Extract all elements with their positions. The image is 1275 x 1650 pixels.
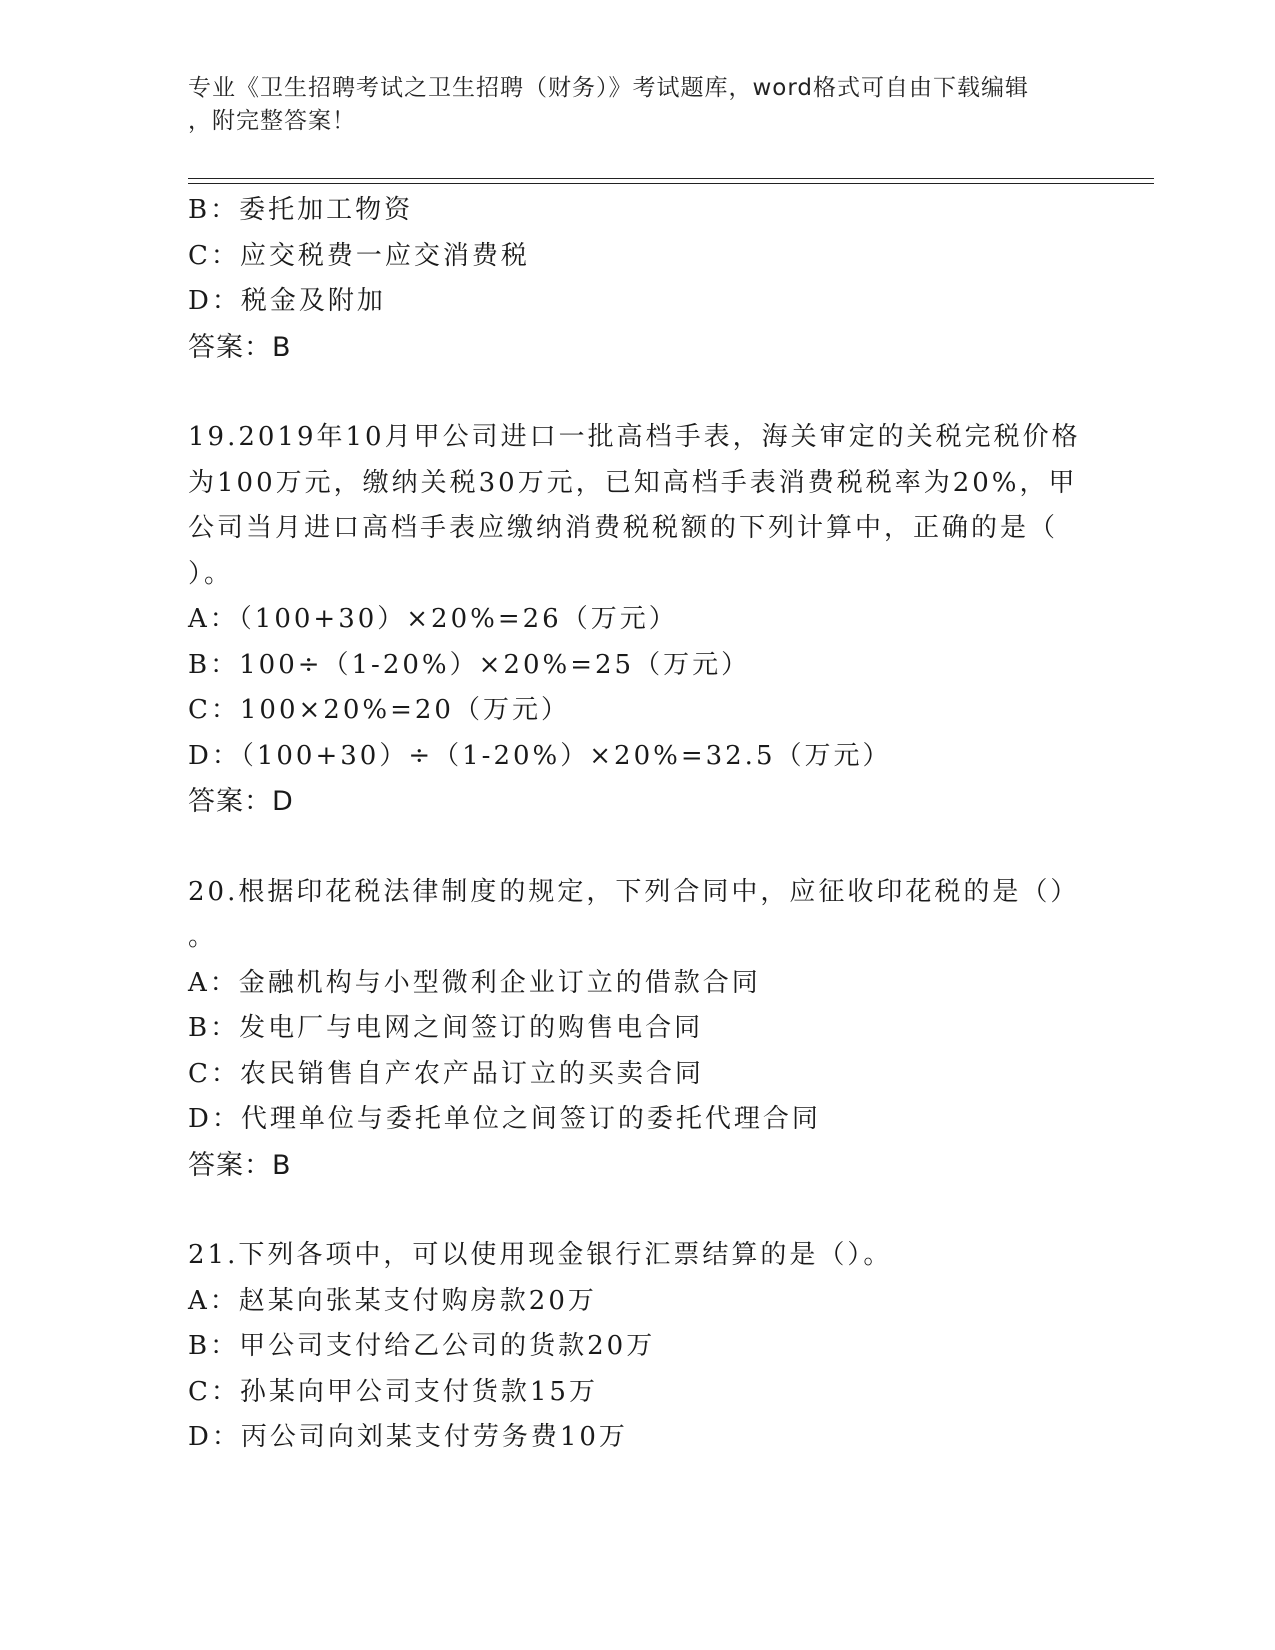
option-d: D：代理单位与委托单位之间签订的委托代理合同 — [188, 1104, 821, 1134]
question-stem: 公司当月进口高档手表应缴纳消费税税额的下列计算中，正确的是（ — [188, 513, 1059, 543]
spacer — [188, 825, 1078, 870]
option-a: A：赵某向张某支付购房款20万 — [188, 1285, 597, 1316]
spacer — [188, 1188, 1078, 1233]
option-a: A：金融机构与小型微利企业订立的借款合同 — [188, 967, 761, 998]
question-20 — [188, 870, 1078, 1189]
question-stem: 20.根据印花税法律制度的规定，下列合同中，应征收印花税的是（） — [188, 876, 1080, 907]
question-content — [188, 188, 1081, 1461]
header-divider-bottom — [188, 183, 1154, 184]
answer-line: 答案：D — [188, 786, 294, 817]
option-c: C：农民销售自产农产品订立的买卖合同 — [188, 1058, 704, 1089]
page-header — [188, 72, 1078, 138]
option-c: C：应交税费一应交消费税 — [188, 240, 530, 271]
option-a: A：（100+30）×20%=26（万元） — [188, 604, 678, 634]
question-stem: 19.2019年10月甲公司进口一批高档手表，海关审定的关税完税价格 — [188, 422, 1081, 452]
question-stem: 为100万元，缴纳关税30万元，已知高档手表消费税税率为20%，甲 — [188, 467, 1078, 498]
question-21 — [188, 1233, 1078, 1461]
question-stem: 。 — [188, 922, 218, 952]
option-b: B：甲公司支付给乙公司的货款20万 — [188, 1331, 656, 1361]
header-line-1: 专业《卫生招聘考试之卫生招聘（财务）》考试题库，word格式可自由下载编辑 — [188, 75, 1030, 101]
option-d: D：（100+30）÷（1-20%）×20%=32.5（万元） — [188, 740, 892, 771]
option-d: D：丙公司向刘某支付劳务费10万 — [188, 1422, 628, 1452]
question-stem: 21.下列各项中，可以使用现金银行汇票结算的是（）。 — [188, 1240, 893, 1270]
option-c: C：孙某向甲公司支付货款15万 — [188, 1376, 598, 1407]
option-b: B：100÷（1-20%）×20%=25（万元） — [188, 649, 751, 680]
option-b: B：发电厂与电网之间签订的购售电合同 — [188, 1013, 704, 1043]
question-19 — [188, 415, 1081, 825]
previous-question-tail — [188, 188, 1078, 370]
option-b: B：委托加工物资 — [188, 195, 414, 225]
answer-line: 答案：B — [188, 1149, 292, 1181]
question-stem: ）。 — [188, 558, 234, 589]
header-line-2: ，附完整答案！ — [188, 108, 356, 134]
option-d: D：税金及附加 — [188, 286, 386, 316]
header-divider-top — [188, 178, 1154, 179]
option-c: C：100×20%=20（万元） — [188, 695, 570, 725]
spacer — [188, 370, 1078, 415]
answer-line: 答案：B — [188, 331, 292, 363]
